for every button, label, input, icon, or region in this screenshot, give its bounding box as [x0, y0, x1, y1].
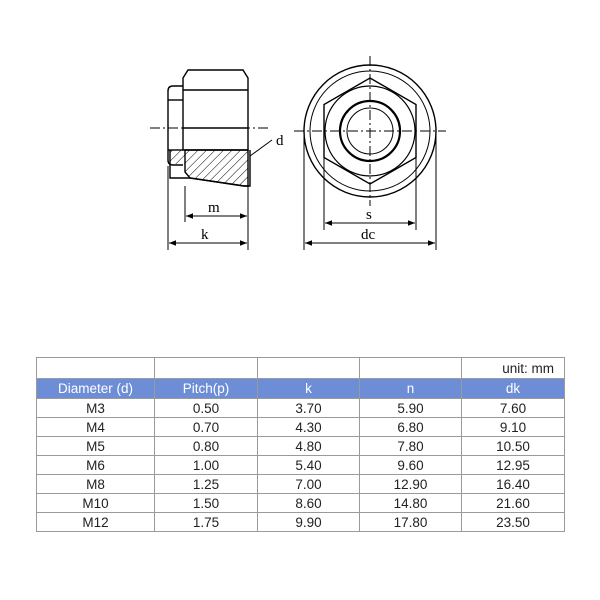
cell-diameter: M8: [37, 475, 155, 494]
cell-k: 8.60: [258, 494, 360, 513]
cell-k: 4.80: [258, 437, 360, 456]
cell-dk: 16.40: [462, 475, 565, 494]
cell-pitch: 1.00: [155, 456, 258, 475]
table-row: [37, 475, 565, 494]
cell-k: 7.00: [258, 475, 360, 494]
table-row: [37, 456, 565, 475]
table-row: [37, 437, 565, 456]
label-dc: dc: [361, 227, 376, 243]
cell-pitch: 0.50: [155, 399, 258, 418]
cell-dk: 21.60: [462, 494, 565, 513]
cell-dk: 12.95: [462, 456, 565, 475]
cell-pitch: 1.75: [155, 513, 258, 532]
cell-n: 6.80: [360, 418, 462, 437]
cell-n: 5.90: [360, 399, 462, 418]
cell-n: 7.80: [360, 437, 462, 456]
table-row: [37, 399, 565, 418]
cell-diameter: M6: [37, 456, 155, 475]
cell-k: 3.70: [258, 399, 360, 418]
cell-pitch: 1.25: [155, 475, 258, 494]
cell-pitch: 0.70: [155, 418, 258, 437]
d-leader-line: [250, 140, 272, 156]
cell-n: 17.80: [360, 513, 462, 532]
cell-pitch: 0.80: [155, 437, 258, 456]
table-row: [37, 494, 565, 513]
header-dk: dk: [462, 379, 565, 399]
label-k: k: [201, 227, 209, 243]
cell-dk: 23.50: [462, 513, 565, 532]
cell-diameter: M5: [37, 437, 155, 456]
header-row: [37, 379, 565, 399]
table-row: [37, 418, 565, 437]
spec-table: [36, 357, 565, 532]
cell-diameter: M3: [37, 399, 155, 418]
label-s: s: [366, 207, 372, 223]
label-d: d: [276, 133, 284, 149]
cell-k: 5.40: [258, 456, 360, 475]
cell-dk: 10.50: [462, 437, 565, 456]
cell-diameter: M4: [37, 418, 155, 437]
cell-n: 9.60: [360, 456, 462, 475]
cell-diameter: M10: [37, 494, 155, 513]
cell-dk: 7.60: [462, 399, 565, 418]
cell-k: 9.90: [258, 513, 360, 532]
nut-body-outline: [183, 70, 248, 150]
cell-k: 4.30: [258, 418, 360, 437]
side-section-view: [150, 70, 272, 250]
cell-n: 12.90: [360, 475, 462, 494]
cell-n: 14.80: [360, 494, 462, 513]
cell-diameter: M12: [37, 513, 155, 532]
table-row: [37, 513, 565, 532]
unit-row: [37, 358, 565, 379]
section-hatch: [185, 150, 248, 186]
cell-pitch: 1.50: [155, 494, 258, 513]
header-k: k: [258, 379, 360, 399]
label-m: m: [208, 200, 220, 216]
unit-label: unit: mm: [462, 358, 565, 379]
header-pitch: Pitch(p): [155, 379, 258, 399]
cell-dk: 9.10: [462, 418, 565, 437]
header-n: n: [360, 379, 462, 399]
header-diameter: Diameter (d): [37, 379, 155, 399]
